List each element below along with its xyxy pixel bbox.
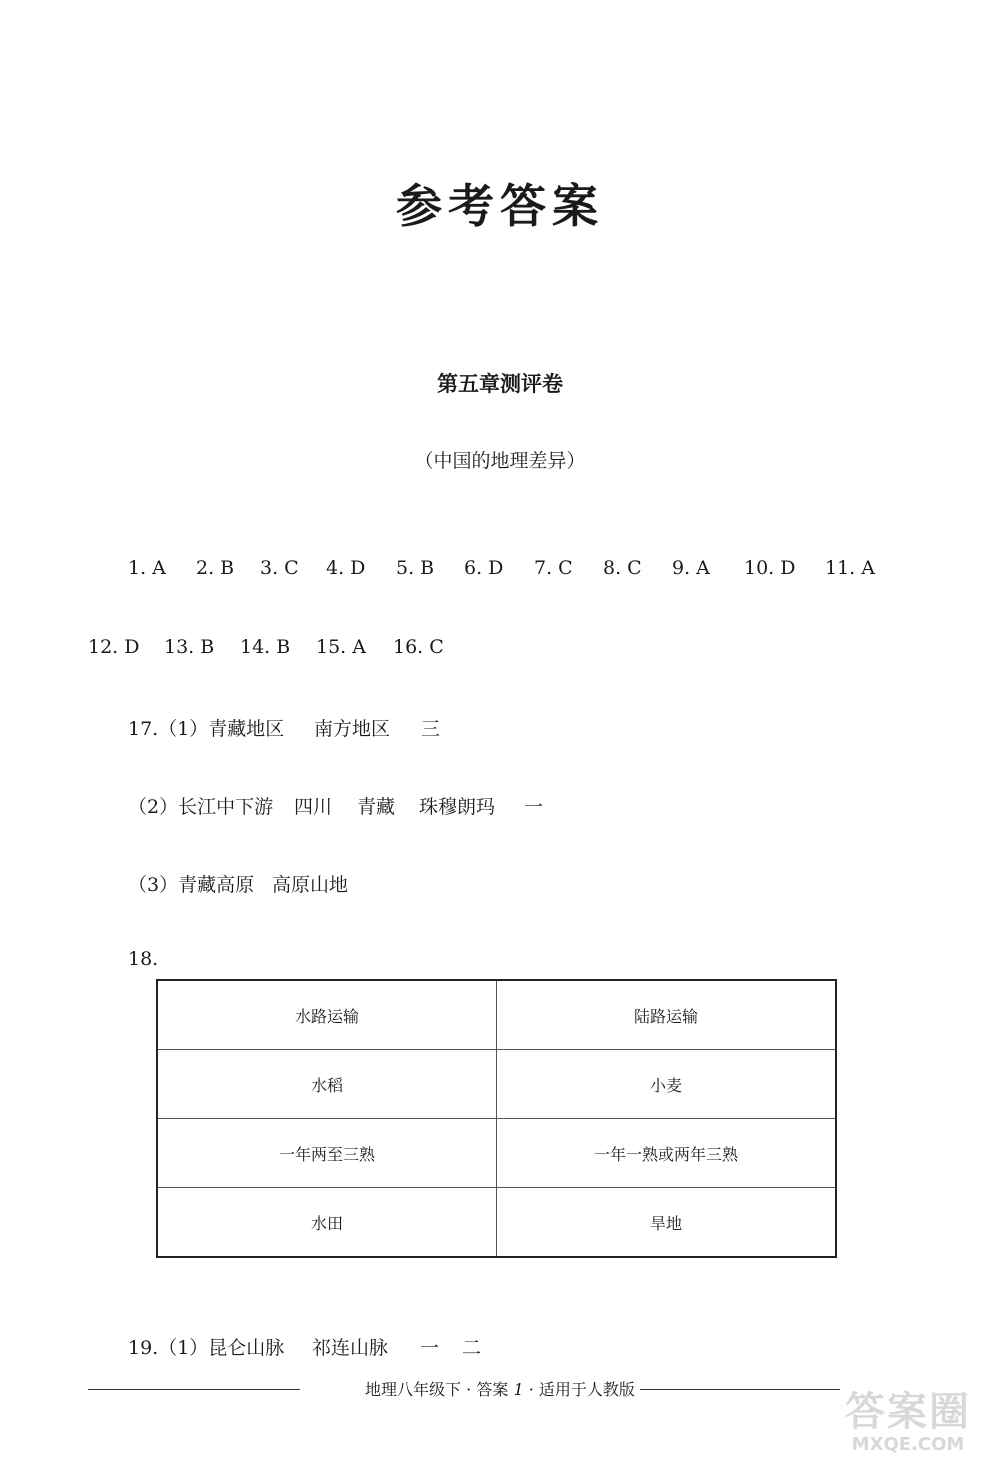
footer-dot: · [528,1380,534,1399]
table-row [157,1050,836,1119]
table-row [157,980,836,1050]
watermark-logo [818,1389,998,1474]
watermark-url: MXQE.COM [851,1434,965,1455]
answer-item: 9. A [672,557,710,579]
answer-item: 12. D [88,636,140,658]
q17-answer: 三 [421,718,441,740]
chapter-subtitle: （中国的地理差异） [414,450,586,472]
table-cell: 水路运输 [157,980,497,1050]
answer-item: 16. C [393,636,444,658]
table-cell: 一年两至三熟 [157,1119,497,1188]
q17-answer: 南方地区 [314,718,391,740]
q17-answer: 珠穆朗玛 [419,796,496,818]
table-row [157,1119,836,1188]
answer-item: 11. A [825,557,875,579]
table-cell: 旱地 [497,1188,837,1258]
table-cell: 水稻 [157,1050,497,1119]
q17-answer: 四川 [294,796,333,818]
q17-answer: 一 [524,796,544,818]
footer-answer-label: 答案 [476,1380,509,1399]
answer-item: 13. B [164,636,215,658]
answer-item: 14. B [240,636,291,658]
q19-answer: 一 [420,1337,440,1359]
q19-answer: 祁连山脉 [312,1337,389,1359]
q17-answer: 17.（1）青藏地区 [128,718,285,740]
chapter-title: 第五章测评卷 [437,372,563,396]
footer-dot: · [466,1380,472,1399]
table-cell: 水田 [157,1188,497,1258]
answer-item: 8. C [603,557,642,579]
table-cell: 小麦 [497,1050,837,1119]
footer-page-number: 1 [513,1380,524,1399]
table-row [157,1188,836,1258]
answer-item: 3. C [260,557,299,579]
q19-answer: 二 [462,1337,482,1359]
answer-item: 10. D [744,557,796,579]
answer-item: 7. C [534,557,573,579]
answer-item: 5. B [396,557,435,579]
watermark-logo-text: 答案圈 [845,1389,971,1435]
answer-item: 2. B [196,557,235,579]
table-cell: 陆路运输 [497,980,837,1050]
footer-subject: 地理八年级下 [365,1380,462,1399]
q17-answer: 青藏 [357,796,396,818]
table-cell: 一年一熟或两年三熟 [497,1119,837,1188]
answer-item: 1. A [128,557,166,579]
answer-item: 4. D [326,557,366,579]
answer-item: 15. A [316,636,366,658]
q17-answer: （2）长江中下游 [128,796,274,818]
q17-answer: （3）青藏高原 [128,874,255,896]
answer-item: 6. D [464,557,504,579]
page-title: 参考答案 [396,179,604,233]
footer-edition: 适用于人教版 [538,1380,635,1399]
q18-answer-table [156,979,837,1258]
q17-answer: 高原山地 [272,874,349,896]
q18-label: 18. [128,948,159,970]
q19-answer: 19.（1）昆仑山脉 [128,1337,285,1359]
